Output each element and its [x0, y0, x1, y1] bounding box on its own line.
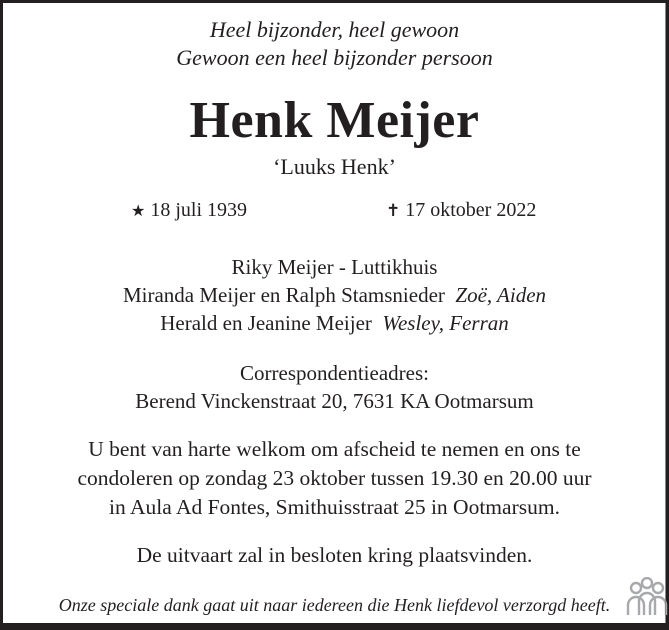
family-names: Riky Meijer - Luttikhuis	[231, 255, 438, 279]
family-member	[3, 255, 666, 280]
death-date: 17 oktober 2022	[405, 199, 537, 221]
death-date-group	[386, 199, 536, 222]
obituary-content	[3, 3, 666, 623]
funeral-note: De uitvaart zal in besloten kring plaatsvinden.	[136, 543, 533, 567]
star-icon: ★	[131, 201, 146, 220]
deceased-name: Henk Meijer	[189, 92, 480, 149]
thanks-note: Onze speciale dank gaat uit naar iedereen die Henk liefdevol verzorgd heeft.	[58, 595, 611, 615]
condolence-line-3: in Aula Ad Fontes, Smithuisstraat 25 in Ootmarsum.	[109, 495, 560, 519]
condolence-line-1: U bent van harte welkom om afscheid te nemen en ons te	[88, 437, 581, 461]
motto-line-1: Heel bijzonder, heel gewoon	[209, 17, 460, 42]
correspondence-label: Correspondentieadres:	[240, 361, 429, 385]
family-names: Miranda Meijer en Ralph Stamsnieder	[122, 283, 445, 307]
family-member	[3, 311, 666, 336]
cross-icon: ✝	[386, 201, 401, 221]
birth-date: 18 juli 1939	[150, 199, 248, 221]
grandchildren: Wesley, Ferran	[382, 311, 509, 335]
grandchildren: Zoë, Aiden	[455, 283, 547, 307]
motto-line-2: Gewoon een heel bijzonder persoon	[176, 45, 493, 70]
condolence-line-2: condoleren op zondag 23 oktober tussen 19.30 en 20.00 uur	[77, 466, 592, 490]
family-member	[3, 283, 666, 308]
people-group-icon	[626, 577, 668, 617]
birth-date-group	[131, 199, 247, 222]
deceased-nickname: ‘Luuks Henk’	[273, 154, 396, 179]
correspondence-address: Berend Vinckenstraat 20, 7631 KA Ootmarsum	[135, 389, 534, 413]
family-names: Herald en Jeanine Meijer	[160, 311, 372, 335]
